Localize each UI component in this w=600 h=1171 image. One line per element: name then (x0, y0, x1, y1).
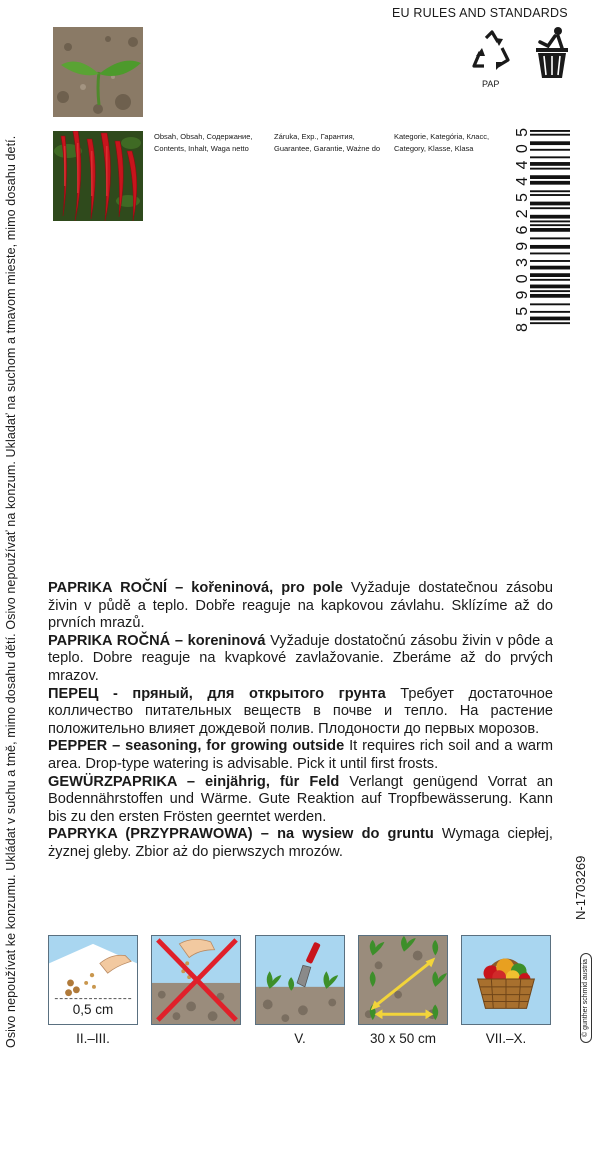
barcode-bar (530, 141, 570, 145)
barcode-bar (530, 273, 570, 277)
contents-label: Obsah, Obsah, Содержание, Contents, Inhalt, Waga netto (154, 132, 253, 153)
spacing-value: 30 x 50 cm (369, 1031, 437, 1046)
transplant-period: V. (294, 1031, 306, 1046)
barcode-bar (530, 294, 570, 298)
barcode-bar (530, 260, 570, 262)
harvest-period: VII.–X. (485, 1031, 527, 1046)
barcode-bar (530, 190, 570, 192)
category-label: Kategorie, Kategória, Класс, Category, Klasse, Klasa (394, 132, 490, 153)
desc-sk: PAPRIKA ROČNÁ – koreninová Vyžaduje dostatočnú zásobu živin v pôde a teplo. Dobre reaguje na kvapkové zavlažovanie. Zberáme až do prvých mrazov. (48, 632, 553, 684)
storage-notice: Osivo nepoužívat ke konzumu. Ukládat v suchu a tmě, mimo dosahu dětí. Osivo nepoužívať na konzum. Ukladať na suchom a tmavom mieste, mimo dosahu detí. (4, 135, 18, 1048)
barcode-bar (530, 162, 570, 166)
pepper-photo (53, 131, 143, 221)
no-direct-sowing-pictogram (151, 935, 241, 1025)
transplant-pictogram (255, 935, 345, 1025)
barcode-bar (530, 156, 570, 158)
barcode-bar (530, 253, 570, 255)
barcode-bar (530, 168, 570, 170)
barcode-bar (530, 311, 570, 313)
barcode-bar (530, 303, 570, 305)
desc-en: PEPPER – seasoning, for growing outside It requires rich soil and a warm area. Drop-type watering is advisable. Pick it until first frosts. (48, 738, 553, 772)
barcode-number: 8590396254405 (514, 128, 531, 332)
tidyman-bin-icon (528, 26, 576, 82)
desc-pl: PAPRYKA (PRZYPRAWOWA) – na wysiew do gruntu Wymaga ciepłej, żyznej gleby. Zbior aż do pierwszych mrozów. (48, 826, 553, 860)
barcode-bar (530, 130, 570, 132)
barcode-bar (530, 207, 570, 209)
sowing-period: II.–III. (76, 1031, 110, 1046)
recycle-triangle-icon (468, 28, 516, 76)
desc-de: GEWÜRZPAPRIKA – einjährig, für Feld Verlangt genügend Vorrat an Bodennährstoffen und Wärme. Gute Reaktion auf Tropfbewässerung. Kann bis zu den ersten Frösten geerntet werden. (48, 773, 553, 825)
sowing-depth-value: 0,5 cm (72, 1002, 114, 1017)
barcode-bar (530, 181, 570, 185)
barcode-bar (530, 134, 570, 136)
product-code: N-1703269 (573, 855, 588, 920)
barcode (514, 126, 570, 332)
seedling-photo (53, 27, 143, 117)
barcode-bar (530, 285, 570, 289)
barcode-bar (530, 290, 570, 292)
description-block (48, 580, 553, 862)
brand-mark: © gunther schmid austria (580, 953, 592, 1043)
desc-ru: ПЕРЕЦ - пряный, для открытого грунта Требует достаточное колличество питательных веществ в почве и тепло. На растение положительно влияет дождевой полив. Плодоности до первых морозов. (48, 685, 553, 737)
harvest-pictogram (461, 935, 551, 1025)
spacing-pictogram (358, 935, 448, 1025)
barcode-bar (530, 194, 570, 196)
barcode-bar (530, 220, 570, 222)
guarantee-label: Záruka, Exp., Гарантия, Guarantee, Garantie, Ważne do (274, 132, 381, 153)
desc-cz: PAPRIKA ROČNÍ – kořeninová, pro pole Vyžaduje dostatečnou zásobu živin v půdě a teplo. Dobře reaguje na kapkovou závlahu. Sklízíme až do prvních mrazů. (48, 580, 553, 632)
barcode-bar (530, 322, 570, 324)
barcode-bar (530, 237, 570, 239)
barcode-bar (530, 228, 570, 232)
barcode-bar (530, 202, 570, 206)
barcode-bar (530, 266, 570, 270)
barcode-bar (530, 224, 570, 226)
barcode-bar (530, 317, 570, 321)
eu-standards-title: EU RULES AND STANDARDS (392, 6, 568, 20)
barcode-bar (530, 175, 570, 179)
barcode-bar (530, 245, 570, 249)
barcode-bar (530, 215, 570, 219)
barcode-bar (530, 279, 570, 281)
barcode-bar (530, 149, 570, 151)
recycle-label: PAP (482, 79, 500, 89)
